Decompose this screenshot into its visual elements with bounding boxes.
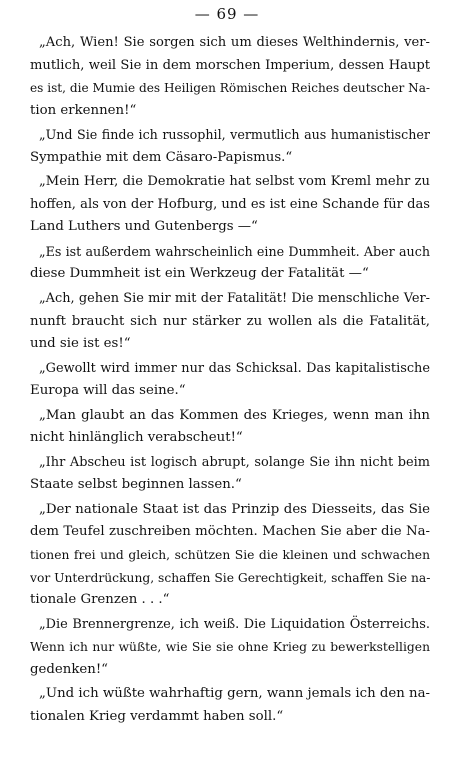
text-line: tionen frei und gleich, schützen Sie die kleinen und schwachen [30, 548, 430, 563]
text-line: tionalen Krieg verdammt haben soll.“ [30, 708, 284, 724]
paragraph [30, 405, 430, 450]
paragraph [30, 499, 430, 612]
text-line: „Ach, Wien! Sie sorgen sich um dieses Welthindernis, ver- [39, 35, 430, 50]
text-line: dem Teufel zuschreiben möchten. Machen Sie aber die Na- [30, 524, 430, 540]
text-line: „Ihr Abscheu ist logisch abrupt, solange Sie ihn nicht beim [39, 454, 430, 470]
text-line: „Gewollt wird immer nur das Schicksal. Das kapitalistische [39, 360, 430, 376]
text-line: tion erkennen!“ [30, 102, 137, 118]
body-text [30, 32, 430, 730]
text-line: Wenn ich nur wüßte, wie Sie sie ohne Krieg zu bewerkstelligen [30, 640, 430, 655]
page-number: — 69 — [194, 5, 260, 23]
text-line: und sie ist es!“ [30, 336, 131, 352]
text-line: „Ach, gehen Sie mir mit der Fatalität! Die menschliche Ver- [39, 291, 430, 307]
paragraph [30, 124, 430, 169]
text-line: es ist, die Mumie des Heiligen Römischen Reiches deutscher Na- [30, 81, 430, 96]
text-line: diese Dummheit ist ein Werkzeug der Fatalität —“ [30, 266, 369, 282]
text-line: Staate selbst beginnen lassen.“ [30, 477, 242, 493]
paragraph [30, 614, 430, 682]
text-line: „Und Sie finde ich russophil, vermutlich aus humanistischer [39, 127, 430, 143]
text-line: „Man glaubt an das Kommen des Krieges, wenn man ihn [39, 407, 430, 423]
text-line: „Es ist außerdem wahrscheinlich eine Dummheit. Aber auch [39, 243, 430, 259]
text-line: Europa will das seine.“ [30, 383, 186, 399]
text-line: Land Luthers und Gutenbergs —“ [30, 219, 258, 235]
text-line: mutlich, weil Sie in dem morschen Imperium, dessen Haupt [30, 57, 430, 73]
paragraph [30, 288, 430, 356]
paragraph [30, 452, 430, 497]
text-line: „Der nationale Staat ist das Prinzip des Diesseits, das Sie [39, 501, 430, 517]
text-line: „Und ich wüßte wahrhaftig gern, wann jemals ich den na- [39, 686, 430, 702]
paragraph [30, 171, 430, 239]
text-line: „Mein Herr, die Demokratie hat selbst vom Kreml mehr zu [39, 174, 430, 190]
text-line: gedenken!“ [30, 661, 108, 677]
text-line: hoffen, als von der Hofburg, und es ist eine Schande für das [30, 196, 430, 212]
paragraph [30, 32, 430, 122]
paragraph [30, 241, 430, 286]
text-line: vor Unterdrückung, schaffen Sie Gerechtigkeit, schaffen Sie na- [30, 570, 430, 585]
text-line: nunft braucht sich nur stärker zu wollen als die Fatalität, [30, 313, 430, 329]
text-line: Sympathie mit dem Cäsaro-Papismus.“ [30, 149, 293, 165]
text-line: „Die Brennergrenze, ich weiß. Die Liquidation Österreichs. [39, 616, 430, 632]
text-line: nicht hinlänglich verabscheut!“ [30, 430, 243, 446]
paragraph [30, 358, 430, 403]
paragraph [30, 683, 430, 728]
text-line: tionale Grenzen . . .“ [30, 592, 170, 608]
